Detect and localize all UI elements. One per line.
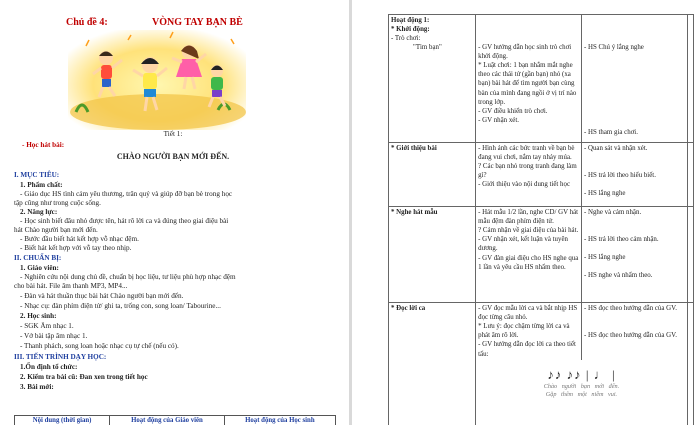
table-row [389, 143, 694, 207]
children-playing-illustration [68, 30, 246, 130]
student-text: - HS đọc theo hướng dẫn của GV. [583, 332, 677, 340]
cell-edge [687, 207, 693, 303]
chapter-title: VÒNG TAY BẠN BÈ [152, 17, 243, 28]
student-text: - HS tham gia chơi. [583, 129, 638, 137]
teacher-text: - GV hướng dẫn đọc lời ca theo tiết tấu: [478, 341, 576, 358]
sub-new-lesson: 3. Bài mới: [20, 383, 54, 391]
text-line: - Học sinh biết đâu nhỏ được tên, hát rõ lời ca và đúng theo giai điệu bài [20, 217, 229, 225]
student-text: - HS lắng nghe [583, 190, 626, 198]
teacher-text: - GV hướng dẫn học sinh trò chơi khởi động. [478, 44, 572, 61]
activity-table [388, 14, 694, 425]
section-procedure: III. TIẾN TRÌNH DẠY HỌC: [14, 353, 107, 361]
activity-table-header [14, 415, 336, 425]
rhythm-notation: ♪♪ ♪♪ | ♩ | [547, 366, 616, 382]
cell-content [389, 15, 476, 143]
table-row [389, 15, 694, 143]
cell-teacher [476, 207, 582, 303]
th-content: Nội dung (thời gian) [15, 416, 110, 425]
cell-content: * Đọc lời ca [389, 303, 476, 425]
student-text: - HS đọc theo hướng dẫn của GV. [583, 305, 677, 312]
cell-student [581, 303, 686, 360]
student-text: - Quan sát và nhận xét. [583, 145, 648, 152]
table-row [389, 303, 694, 425]
chapter-label: Chủ đề 4: [66, 17, 108, 28]
activity-sub: * Khởi động: [391, 26, 430, 34]
student-text: - HS trả lời theo cảm nhận. [583, 236, 659, 244]
teacher-text: - GV điều khiển trò chơi. [478, 107, 548, 115]
th-student: Hoạt động của Học sinh [224, 416, 335, 425]
cell-teacher [476, 15, 582, 143]
teacher-text: - Giới thiệu vào nội dung tiết học [478, 181, 571, 189]
sub-competencies: 2. Năng lực: [20, 208, 58, 216]
cell-content: * Giới thiệu bài [389, 143, 476, 207]
sub-teacher: 1. Giáo viên: [20, 264, 59, 272]
activity-title: Hoạt động 1: [391, 17, 430, 24]
cell-edge [687, 303, 693, 425]
text-line: - Thanh phách, song loan hoặc nhạc cụ tự chế (nếu có). [20, 342, 179, 350]
section-preparation: II. CHUẨN BỊ: [14, 254, 62, 262]
table-row [389, 207, 694, 303]
text-line: - Đàn và hát thuần thục bài hát Chào người bạn mới đến. [20, 292, 184, 300]
teacher-text: - GV nhận xét, kết luận và tuyên dương. [478, 236, 568, 253]
cell-teacher [476, 303, 581, 360]
song-subheading: - Học hát bài: [22, 141, 65, 149]
cell-edge [687, 143, 693, 207]
cell-edge [687, 15, 693, 143]
sub-review: 2. Kiểm tra bài cũ: Đan xen trong tiết học [20, 373, 148, 381]
lesson-number: Tiết 1: [163, 130, 183, 138]
teacher-text: * Luật chơi: 1 bạn nhắm mắt nghe theo các thái tử (gần bạn) nhỏ (xa bạn) bài hát để tìm người bạn cùng bàn của mình đang ngồi ở vị trí nào trong lớp. [478, 62, 577, 106]
student-text: - HS trả lời theo hiểu biết. [583, 172, 656, 180]
sub-students: 2. Học sinh: [20, 312, 57, 320]
teacher-text: - GV đàn giai điệu cho HS nghe qua 1 lần và yêu cầu HS nhẩm theo. [478, 254, 579, 271]
text-line: - Bước đầu biết hát kết hợp vỗ nhạc đệm. [20, 235, 139, 243]
teacher-text: - GV đọc mẫu lời ca và bắt nhịp HS đọc từng câu nhỏ. [478, 305, 578, 322]
text-line: tập cũng như trong cuộc sống. [14, 199, 101, 207]
th-teacher: Hoạt động của Giáo viên [110, 416, 225, 425]
teacher-text: ? Các bạn nhỏ trong tranh đang làm gì? [478, 163, 577, 180]
cell-student [581, 207, 687, 303]
text-line: - Giáo dục HS tình cảm yêu thương, trân quý và giúp đỡ bạn bè trong học [20, 190, 233, 198]
game-name: "Tìm bạn" [413, 44, 442, 52]
student-text: - HS lắng nghe [583, 254, 626, 262]
sub-organization: 1.Ổn định tổ chức: [20, 363, 78, 371]
left-page [0, 0, 349, 425]
text-line: cho bài hát. File âm thanh MP3, MP4... [14, 282, 128, 290]
teacher-text: - Hình ảnh các bức tranh về bạn bè đang vui chơi, nắm tay nhảy múa. [478, 145, 575, 162]
text-line: hát Chào người bạn mới đến. [14, 226, 98, 234]
student-text: - HS Chú ý lắng nghe [583, 44, 644, 51]
teacher-text: ? Cảm nhận về giai điệu của bài hát. [478, 227, 579, 235]
song-title: CHÀO NGƯỜI BẠN MỚI ĐẾN. [116, 152, 230, 161]
teacher-text: - Hát mẫu 1/2 lần, nghe CD/ GV hát mẫu đệm đàn phím điện tử. [478, 209, 579, 226]
student-text: - HS nghe và nhẩm theo. [583, 272, 653, 280]
sub-qualities: 1. Phẩm chất: [20, 181, 63, 189]
cell-student [581, 15, 687, 143]
game-label: - Trò chơi: [391, 35, 421, 43]
text-line: - Nghiên cứu nội dung chủ đề, chuẩn bị học liệu, tư liệu phù hợp nhạc đệm [20, 273, 236, 281]
right-page [352, 0, 700, 425]
cell-content: * Nghe hát mẫu [389, 207, 476, 303]
text-line: - Biết hát kết hợp với vỗ tay theo nhịp. [20, 244, 132, 252]
text-line: - Nhạc cụ: đàn phím điện tử/ ghi ta, trống con, song loan/ Tabourine... [20, 302, 221, 310]
inner-row [476, 303, 687, 360]
student-text: - Nghe và cảm nhận. [583, 209, 642, 216]
section-objectives: I. MỤC TIÊU: [14, 171, 60, 179]
cell-merged [476, 303, 688, 425]
teacher-text: * Lưu ý: đọc chậm từng lời ca và phát âm rõ lời. [478, 323, 570, 340]
teacher-text: - GV nhận xét. [478, 116, 519, 124]
text-line: - SGK Âm nhạc 1. [20, 322, 74, 330]
text-line: - Vở bài tập âm nhạc 1. [20, 332, 88, 340]
lyric-line: Gặp thêm một niềm vui. [545, 391, 618, 398]
lyric-line: Chào người bạn mới đến. [543, 382, 620, 390]
cell-teacher [476, 143, 582, 207]
cell-student [581, 143, 687, 207]
